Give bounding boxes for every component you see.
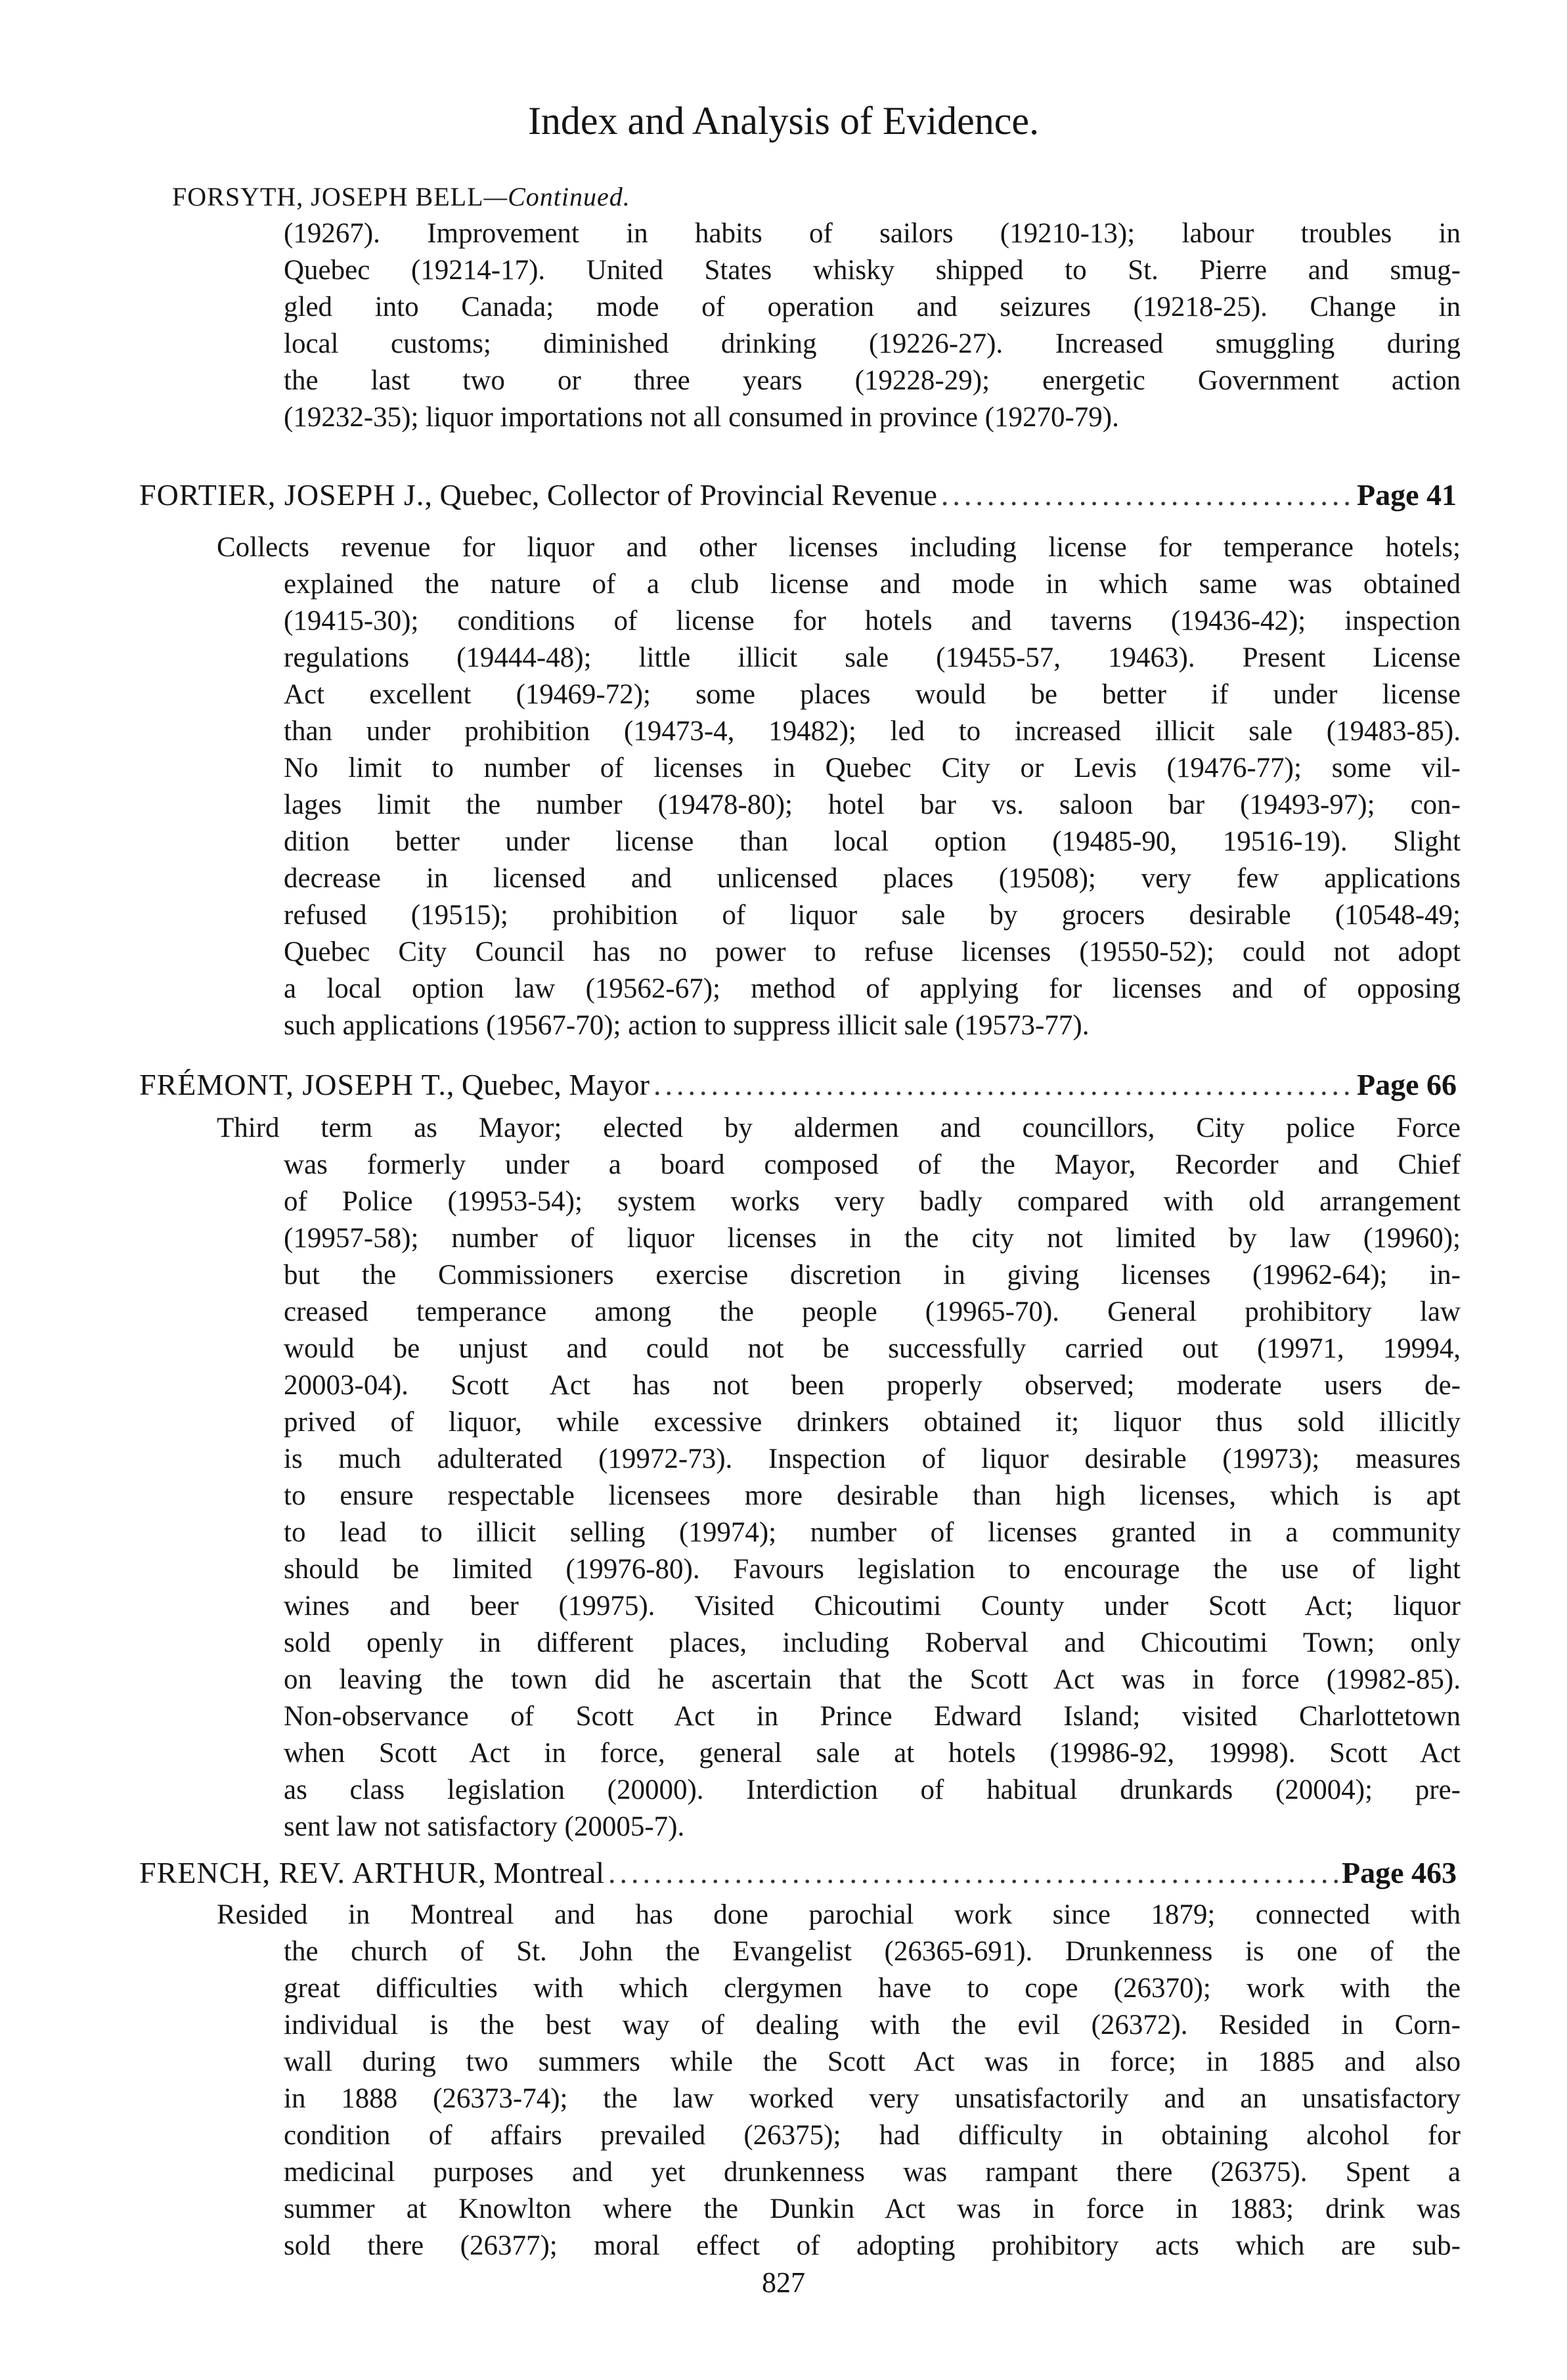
text-line: should be limited (19976-80). Favours legislation to encourage the use of light: [284, 1554, 1461, 1585]
text-line: explained the nature of a club license and mode in which same was obtained: [284, 569, 1461, 600]
continued-entry-name: FORSYTH, JOSEPH BELL: [172, 182, 484, 211]
text-line: such applications (19567-70); action to suppress illicit sale (19573-77).: [284, 1010, 1090, 1041]
text-line: condition of affairs prevailed (26375); had difficulty in obtaining alcohol for: [284, 2120, 1461, 2151]
text-line: (19957-58); number of liquor licenses in the city not limited by law (19960);: [284, 1223, 1461, 1254]
text-line: Quebec (19214-17). United States whisky shipped to St. Pierre and smug-: [284, 255, 1461, 286]
entry-detail: , Quebec, Mayor: [446, 1068, 650, 1101]
text-line: to ensure respectable licensees more desirable than high licenses, which is apt: [284, 1480, 1461, 1511]
continued-entry-heading: [172, 179, 630, 215]
text-line: as class legislation (20000). Interdiction of habitual drunkards (20004); pre-: [284, 1774, 1461, 1805]
text-line: but the Commissioners exercise discretion in giving licenses (19962-64); in-: [284, 1260, 1461, 1290]
entry-body-fortier: [217, 529, 1461, 1044]
text-line: creased temperance among the people (19965-70). General prohibitory law: [284, 1296, 1461, 1327]
entry-name: FRENCH, REV. ARTHUR: [139, 1856, 479, 1889]
text-line: (19415-30); conditions of license for hotels and taverns (19436-42); inspection: [284, 606, 1461, 636]
entry-page-ref: Page 41: [1356, 478, 1457, 512]
text-line: when Scott Act in force, general sale at hotels (19986-92, 19998). Scott Act: [284, 1738, 1461, 1769]
text-line: No limit to number of licenses in Quebec City or Levis (19476-77); some vil-: [284, 753, 1461, 783]
text-line: Act excellent (19469-72); some places would be better if under license: [284, 679, 1461, 710]
text-line: 20003-04). Scott Act has not been properly observed; moderate users de-: [284, 1370, 1461, 1401]
text-line: lages limit the number (19478-80); hotel bar vs. saloon bar (19493-97); con-: [284, 789, 1461, 820]
text-line: a local option law (19562-67); method of applying for licenses and of opposing: [284, 973, 1461, 1004]
text-line: individual is the best way of dealing with the evil (26372). Resided in Corn-: [284, 2010, 1461, 2040]
text-line: was formerly under a board composed of the Mayor, Recorder and Chief: [284, 1149, 1461, 1180]
entry-detail: , Quebec, Collector of Provincial Revenue: [424, 478, 937, 512]
entry-name: FORTIER, JOSEPH J.: [139, 478, 425, 512]
text-line: prived of liquor, while excessive drinkers obtained it; liquor thus sold illicitly: [284, 1407, 1461, 1438]
page-title: Index and Analysis of Evidence.: [527, 99, 1040, 143]
text-line: (19232-35); liquor importations not all consumed in province (19270-79).: [284, 402, 1119, 433]
text-line: sold there (26377); moral effect of adopting prohibitory acts which are sub-: [284, 2230, 1461, 2261]
text-line: summer at Knowlton where the Dunkin Act was in force in 1883; drink was: [284, 2193, 1461, 2224]
text-line: local customs; diminished drinking (19226-27). Increased smuggling during: [284, 328, 1461, 359]
text-line: would be unjust and could not be successfully carried out (19971, 19994,: [284, 1333, 1461, 1364]
text-line: refused (19515); prohibition of liquor sale by grocers desirable (10548-49;: [284, 900, 1461, 931]
entry-heading-fremont: [139, 1065, 1457, 1105]
entry-body-fremont: [217, 1110, 1461, 1845]
text-line: dition better under license than local option (19485-90, 19516-19). Slight: [284, 826, 1461, 857]
page-number: 827: [762, 2266, 805, 2299]
text-line: of Police (19953-54); system works very badly compared with old arrangement: [284, 1186, 1461, 1217]
text-line: Quebec City Council has no power to refuse licenses (19550-52); could not adopt: [284, 937, 1461, 967]
entry-page-ref: Page 66: [1356, 1068, 1457, 1101]
text-line: sent law not satisfactory (20005-7).: [284, 1811, 685, 1842]
text-line: great difficulties with which clergymen have to cope (26370); work with the: [284, 1973, 1461, 2004]
text-line: Third term as Mayor; elected by aldermen and councillors, City police Force: [217, 1113, 1461, 1143]
text-line: the last two or three years (19228-29); energetic Government action: [284, 365, 1461, 396]
text-line: on leaving the town did he ascertain that the Scott Act was in force (19982-85).: [284, 1664, 1461, 1695]
text-line: Collects revenue for liquor and other licenses including license for temperance hotels;: [217, 532, 1461, 563]
dot-leader: [941, 475, 1353, 515]
entry-heading-french: [139, 1853, 1457, 1893]
text-line: Non-observance of Scott Act in Prince Edward Island; visited Charlottetown: [284, 1701, 1461, 1732]
text-line: regulations (19444-48); little illicit sale (19455-57, 19463). Present License: [284, 642, 1461, 673]
text-line: wines and beer (19975). Visited Chicoutimi County under Scott Act; liquor: [284, 1591, 1461, 1621]
entry-heading-fortier: [139, 475, 1457, 515]
dot-leader: [653, 1065, 1353, 1105]
text-line: medicinal purposes and yet drunkenness was rampant there (26375). Spent a: [284, 2157, 1461, 2188]
text-line: gled into Canada; mode of operation and seizures (19218-25). Change in: [284, 292, 1461, 322]
text-line: wall during two summers while the Scott Act was in force; in 1885 and also: [284, 2046, 1461, 2077]
text-line: the church of St. John the Evangelist (26365-691). Drunkenness is one of the: [284, 1936, 1461, 1967]
entry-detail: , Montreal: [478, 1856, 604, 1889]
text-line: to lead to illicit selling (19974); number of licenses granted in a community: [284, 1517, 1461, 1548]
text-line: in 1888 (26373-74); the law worked very unsatisfactorily and an unsatisfactory: [284, 2083, 1461, 2114]
text-line: decrease in licensed and unlicensed places (19508); very few applications: [284, 863, 1461, 894]
text-line: Resided in Montreal and has done parochial work since 1879; connected with: [217, 1899, 1461, 1930]
text-line: (19267). Improvement in habits of sailors (19210-13); labour troubles in: [284, 218, 1461, 249]
dot-leader: [608, 1853, 1338, 1893]
entry-page-ref: Page 463: [1341, 1856, 1457, 1889]
entry-body-french: [217, 1897, 1461, 2264]
entry-name: FRÉMONT, JOSEPH T.: [139, 1068, 447, 1101]
text-line: than under prohibition (19473-4, 19482); led to increased illicit sale (19483-85).: [284, 716, 1461, 747]
continued-label: —Continued.: [483, 182, 630, 211]
continued-entry-body: [284, 215, 1461, 436]
text-line: sold openly in different places, including Roberval and Chicoutimi Town; only: [284, 1627, 1461, 1658]
text-line: is much adulterated (19972-73). Inspection of liquor desirable (19973); measures: [284, 1443, 1461, 1474]
